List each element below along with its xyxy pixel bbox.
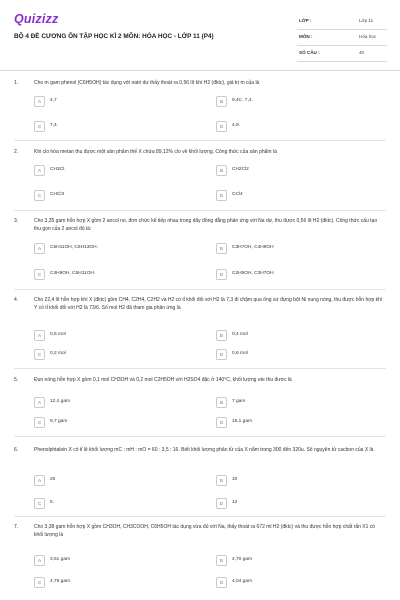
meta-row-class bbox=[297, 14, 387, 30]
question-text: Cho 3,35 gam hỗn hợp X gồm 2 ancol no, đơn chức kế tiếp nhau trong dãy đồng đẳng phản ứng với Na dư, thu được 0,56 lít H2 (đktc). Công thức cấu tạo thu gọn của 2 ancol đó là: bbox=[34, 218, 378, 232]
option-c[interactable] bbox=[34, 189, 192, 202]
option-text: CHCl3 bbox=[50, 192, 65, 197]
question-divider bbox=[14, 210, 386, 211]
option-text: 0,6 mol bbox=[232, 351, 248, 356]
option-d[interactable] bbox=[216, 348, 374, 361]
page-header bbox=[0, 0, 400, 64]
question-divider bbox=[14, 140, 386, 141]
option-letter: C bbox=[34, 577, 45, 588]
document-title: BỘ 4 ĐỀ CƯƠNG ÔN TẬP HỌC KÌ 2 MÔN: HÓA HỌC - LỚP 11 (P4) bbox=[14, 33, 214, 40]
option-d[interactable] bbox=[216, 416, 374, 429]
option-text: 10 bbox=[232, 477, 238, 482]
option-letter: B bbox=[216, 96, 227, 107]
option-d[interactable] bbox=[216, 576, 374, 589]
meta-label: MÔN : bbox=[299, 34, 313, 39]
option-text: 5. bbox=[50, 500, 55, 505]
quizizz-logo: Quizizz bbox=[14, 12, 59, 26]
question-text: Đun nóng hỗn hợp X gồm 0,1 mol CH3OH và 0,2 mol C2H5OH với H2SO4 đặc ở 140°C, khối lượng ete thu được là bbox=[34, 377, 292, 383]
option-text: 4,7 bbox=[50, 98, 57, 103]
option-letter: B bbox=[216, 475, 227, 486]
question-number: 3. bbox=[14, 218, 19, 224]
option-text: CH3Cl. bbox=[50, 167, 66, 172]
option-letter: B bbox=[216, 165, 227, 176]
option-b[interactable] bbox=[216, 554, 374, 567]
question-number: 5. bbox=[14, 377, 19, 383]
option-text: C5H11OH, C6H13OH. bbox=[50, 245, 98, 250]
question-text: Phenolphtalein X có tỉ lệ khối lượng mC : mH : mO = 60 : 3,5 : 16. Biết khối lượng phân tử của X nằm trong 300 đến 320u. Số nguyên tử cacbon của X là bbox=[34, 447, 374, 453]
option-a[interactable] bbox=[34, 329, 192, 342]
option-letter: C bbox=[34, 417, 45, 428]
option-letter: A bbox=[34, 96, 45, 107]
option-text: 7 gam bbox=[232, 399, 246, 404]
option-c[interactable] bbox=[34, 416, 192, 429]
question-text: Khi clo hóa metan thu được một sản phẩm thế X chứa 89,12% clo về khối lượng. Công thức của sản phẩm là bbox=[34, 149, 277, 155]
option-d[interactable] bbox=[216, 189, 374, 202]
option-d[interactable] bbox=[216, 268, 374, 281]
option-a[interactable] bbox=[34, 95, 192, 108]
meta-row-subject bbox=[297, 30, 387, 46]
question-divider bbox=[14, 516, 386, 517]
option-letter: A bbox=[34, 555, 45, 566]
option-d[interactable] bbox=[216, 120, 374, 133]
question-number: 7. bbox=[14, 524, 19, 530]
option-b[interactable] bbox=[216, 474, 374, 487]
option-letter: B bbox=[216, 243, 227, 254]
option-letter: D bbox=[216, 269, 227, 280]
question-divider bbox=[14, 436, 386, 437]
option-text: 0,2 mol bbox=[50, 351, 66, 356]
option-a[interactable] bbox=[34, 554, 192, 567]
meta-value: Lớp 11 bbox=[359, 18, 374, 23]
option-b[interactable] bbox=[216, 329, 374, 342]
option-text: 20 bbox=[50, 477, 56, 482]
option-c[interactable] bbox=[34, 268, 192, 281]
question-text: Cho 3,38 gam hỗn hợp X gồm CH3OH, CH3COOH, C6H5OH tác dụng vừa đủ với Na, thấy thoát ra 672 ml H2 (đktc) và thu được hỗn hợp chất rắn X1 có khối lượng là bbox=[34, 524, 376, 538]
option-text: 0,5 mol bbox=[50, 332, 66, 337]
option-text: 12,4 gam bbox=[50, 399, 71, 404]
option-text: 4,9. bbox=[232, 123, 241, 128]
meta-table bbox=[297, 14, 387, 62]
option-letter: A bbox=[34, 243, 45, 254]
option-letter: B bbox=[216, 330, 227, 341]
option-c[interactable] bbox=[34, 576, 192, 589]
option-text: 15,1 gam bbox=[232, 419, 253, 424]
question-divider bbox=[14, 368, 386, 369]
option-letter: D bbox=[216, 349, 227, 360]
option-b[interactable] bbox=[216, 396, 374, 409]
question-text: Cho 22,4 lít hỗn hợp khí X (đktc) gồm CH4, C2H4, C2H2 và H2 có tỉ khối đối với H2 là 7,3 đi chậm qua ống sứ đựng bột Ni nung nóng, thu được hỗn hợp khí Y có tỉ khối đối với H2 là 73/6. Số mol H2 đã tham gia phản ứng là bbox=[34, 297, 383, 311]
question-number: 6. bbox=[14, 447, 19, 453]
option-a[interactable] bbox=[34, 474, 192, 487]
question-text: Cho m gam phenol (C6H5OH) tác dụng với natri dư thấy thoát ra 0,56 lít khí H2 (đktc), giá trị m của là bbox=[34, 80, 260, 86]
question-number: 4. bbox=[14, 297, 19, 303]
option-c[interactable] bbox=[34, 348, 192, 361]
question-number: 1. bbox=[14, 80, 19, 86]
option-text: CCl4 bbox=[232, 192, 243, 197]
meta-label: LỚP : bbox=[299, 18, 312, 23]
option-text: 4,04 gam bbox=[232, 579, 253, 584]
option-a[interactable] bbox=[34, 242, 192, 255]
option-letter: C bbox=[34, 269, 45, 280]
option-text: C2H5OH, C3H7OH bbox=[232, 271, 274, 276]
option-b[interactable] bbox=[216, 164, 374, 177]
meta-value: 40 bbox=[359, 50, 365, 55]
option-letter: A bbox=[34, 330, 45, 341]
option-letter: A bbox=[34, 165, 45, 176]
meta-label: SỐ CÂU : bbox=[299, 50, 320, 55]
option-c[interactable] bbox=[34, 120, 192, 133]
option-letter: B bbox=[216, 397, 227, 408]
option-text: 12 bbox=[232, 500, 238, 505]
option-text: CH2Cl2 bbox=[232, 167, 249, 172]
option-c[interactable] bbox=[34, 497, 192, 510]
option-letter: C bbox=[34, 498, 45, 509]
option-text: 3,61 gam bbox=[50, 557, 71, 562]
option-text: 7,4. bbox=[50, 123, 59, 128]
question-number: 2. bbox=[14, 149, 19, 155]
option-text: 4,76 gam bbox=[50, 579, 71, 584]
option-letter: A bbox=[34, 397, 45, 408]
option-letter: D bbox=[216, 121, 227, 132]
option-a[interactable] bbox=[34, 164, 192, 177]
option-letter: D bbox=[216, 417, 227, 428]
option-letter: B bbox=[216, 555, 227, 566]
option-letter: D bbox=[216, 498, 227, 509]
option-letter: D bbox=[216, 190, 227, 201]
option-text: 0,4 mol bbox=[232, 332, 248, 337]
option-letter: C bbox=[34, 190, 45, 201]
option-letter: C bbox=[34, 121, 45, 132]
option-text: C3H7OH, C4H9OH bbox=[232, 245, 274, 250]
meta-row-count bbox=[297, 46, 387, 62]
option-text: 9,4C. 7,4. bbox=[232, 98, 253, 103]
option-letter: A bbox=[34, 475, 45, 486]
option-text: C4H9OH, C5H11OH. bbox=[50, 271, 96, 276]
question-divider bbox=[14, 289, 386, 290]
header-divider bbox=[0, 70, 400, 71]
option-letter: C bbox=[34, 349, 45, 360]
option-b[interactable] bbox=[216, 242, 374, 255]
option-letter: D bbox=[216, 577, 227, 588]
option-a[interactable] bbox=[34, 396, 192, 409]
option-b[interactable] bbox=[216, 95, 374, 108]
option-text: 9,7 gam bbox=[50, 419, 68, 424]
meta-value: Hóa học bbox=[359, 34, 377, 39]
option-d[interactable] bbox=[216, 497, 374, 510]
option-text: 4,70 gam bbox=[232, 557, 253, 562]
